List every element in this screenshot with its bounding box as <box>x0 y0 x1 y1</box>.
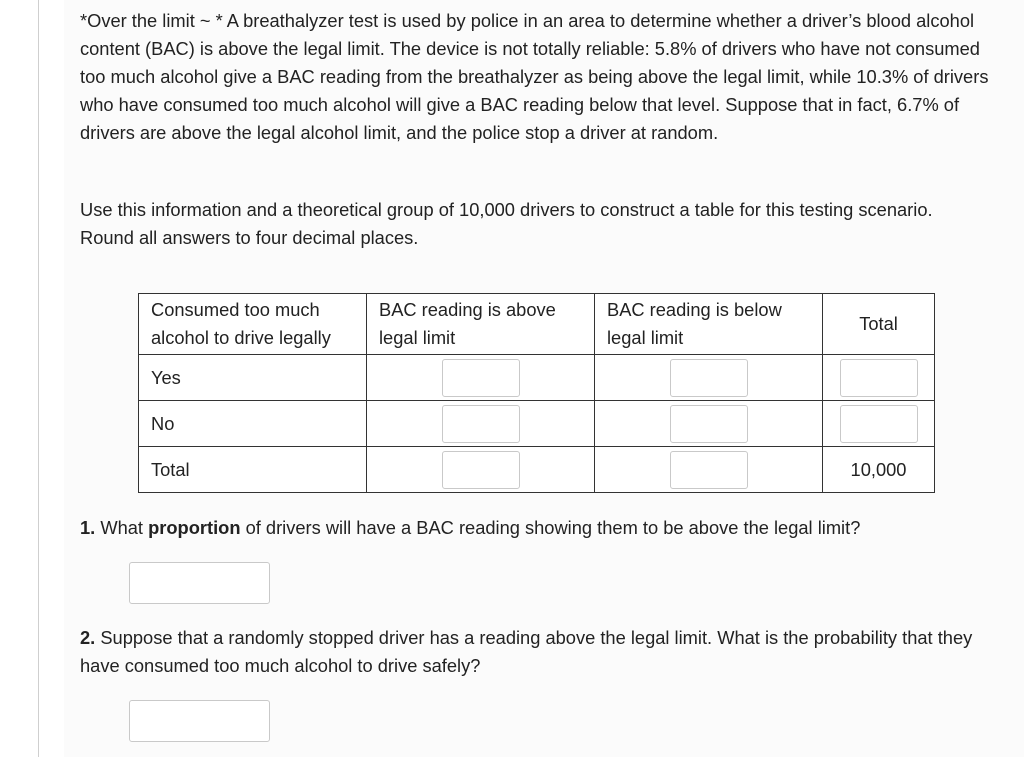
question-1-number: 1. <box>80 517 96 538</box>
question-1-text-before: What <box>100 517 149 538</box>
yes-total-input[interactable] <box>840 359 918 397</box>
table-row-total <box>139 447 935 493</box>
header-consumed: Consumed too much alcohol to drive legally <box>139 294 367 355</box>
left-border <box>38 0 39 757</box>
row-label-yes: Yes <box>139 355 367 401</box>
header-above: BAC reading is above legal limit <box>367 294 595 355</box>
table-row-no <box>139 401 935 447</box>
yes-above-input[interactable] <box>442 359 520 397</box>
question-2-number: 2. <box>80 627 96 648</box>
question-1-emphasis: proportion <box>148 517 241 538</box>
question-2-text: Suppose that a randomly stopped driver has a reading above the legal limit. What is the probability that they have consumed too much alcohol to drive safely? <box>80 627 973 676</box>
table-header-row <box>139 294 935 355</box>
header-total: Total <box>823 294 935 355</box>
question-1-text-after: of drivers will have a BAC reading showing them to be above the legal limit? <box>240 517 861 538</box>
no-below-input[interactable] <box>670 405 748 443</box>
answer-1-input[interactable] <box>129 562 270 604</box>
problem-instructions: Use this information and a theoretical group of 10,000 drivers to construct a table for this testing scenario. Round all answers to four decimal places. <box>80 199 933 248</box>
total-above-input[interactable] <box>442 451 520 489</box>
header-below: BAC reading is below legal limit <box>595 294 823 355</box>
row-label-total: Total <box>139 447 367 493</box>
answer-2-input[interactable] <box>129 700 270 742</box>
row-label-no: No <box>139 401 367 447</box>
yes-below-input[interactable] <box>670 359 748 397</box>
grand-total-value: 10,000 <box>823 447 935 493</box>
no-above-input[interactable] <box>442 405 520 443</box>
question-2 <box>80 624 990 680</box>
no-total-input[interactable] <box>840 405 918 443</box>
total-below-input[interactable] <box>670 451 748 489</box>
problem-intro: *Over the limit ~ * A breathalyzer test is used by police in an area to determine whether a driver’s blood alcohol content (BAC) is above the legal limit. The device is not totally reliable: 5.8% of drivers who have not consumed too much alcohol give a BAC reading from the breathalyzer as being above the legal limit, while 10.3% of drivers who have consumed too much alcohol will give a BAC reading below that level. Suppose that in fact, 6.7% of drivers are above the legal alcohol limit, and the police stop a driver at random. <box>80 10 989 143</box>
question-1 <box>80 514 990 542</box>
table-row-yes <box>139 355 935 401</box>
contingency-table <box>138 293 935 493</box>
